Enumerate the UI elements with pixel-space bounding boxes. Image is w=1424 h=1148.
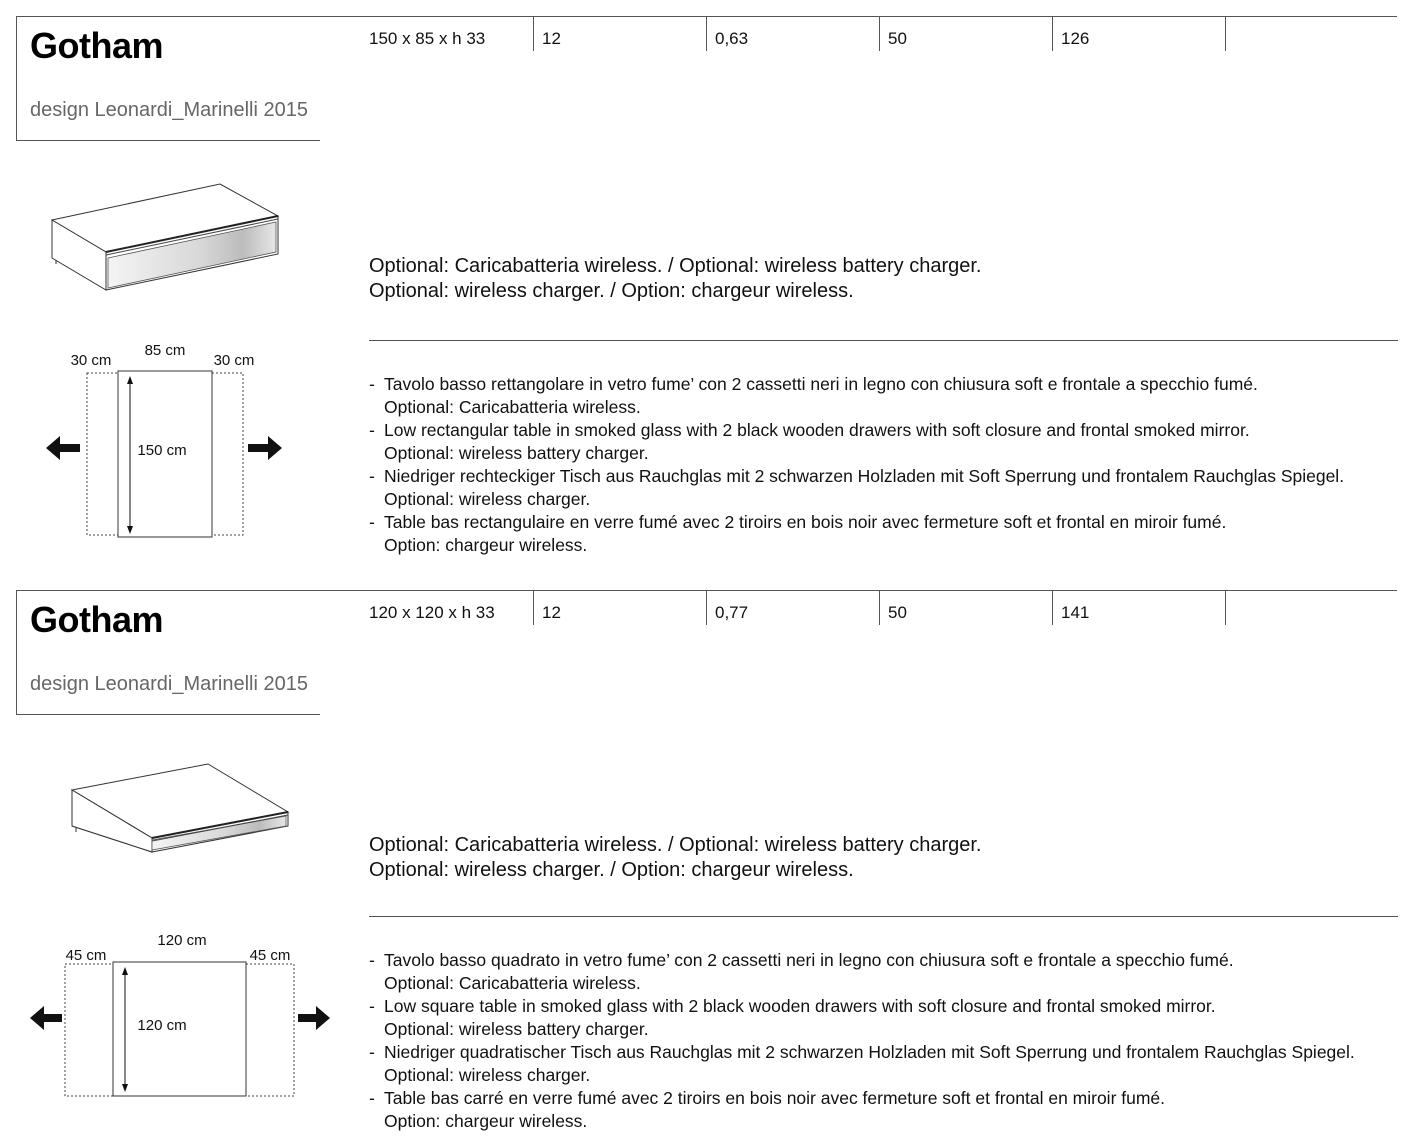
optional-line: Optional: wireless charger. / Option: chargeur wireless. [369,859,854,881]
arrow-right-icon [298,1006,330,1030]
description-text: - Tavolo basso rettangolare in vetro fume’ con 2 cassetti neri in legno con chiusura soft e frontale a specchio fumé. [384,374,1258,394]
dim-width-label: 85 cm [144,342,186,359]
spec-value-3: 0,77 [706,591,879,625]
spec-value-3: 0,63 [706,17,879,51]
spec-value-5: 126 [1052,17,1225,51]
spec-value-2: 12 [533,17,706,51]
description-list [369,949,1355,1133]
optional-line: Optional: Caricabatteria wireless. / Optional: wireless battery charger. [369,834,982,856]
spec-dimensions: 150 x 85 x h 33 [369,29,486,48]
spec-row [360,591,1397,625]
description-text: - Table bas carré en verre fumé avec 2 tiroirs en bois noir avec fermeture soft et frontal en miroir fumé. [384,1088,1166,1108]
description-list [369,373,1344,557]
spec-row [360,17,1397,51]
list-item [369,995,1355,1041]
list-item [369,419,1344,465]
description-option: Optional: wireless charger. [384,1065,591,1085]
product-block-2 [0,590,1424,1148]
arrow-right-icon [248,436,282,460]
description-text: - Table bas rectangulaire en verre fumé avec 2 tiroirs en bois noir avec fermeture soft et frontal en miroir fumé. [384,512,1227,532]
dim-width-label: 120 cm [157,932,207,949]
designer-credit: design Leonardi_Marinelli 2015 [30,99,308,121]
section-divider [369,916,1398,917]
description-option: Optional: wireless battery charger. [384,1019,649,1039]
description-option: Optional: Caricabatteria wireless. [384,973,641,993]
description-option: Optional: wireless charger. [384,489,591,509]
dim-left-clearance-label: 30 cm [70,352,112,369]
product-title-box [16,590,320,715]
description-text: - Low square table in smoked glass with 2 black wooden drawers with soft closure and frontal smoked mirror. [384,996,1216,1016]
optional-note [369,833,982,883]
list-item [369,465,1344,511]
spec-value-2: 12 [533,591,706,625]
list-item [369,949,1355,995]
description-option: Option: chargeur wireless. [384,1111,588,1131]
list-item [369,511,1344,557]
description-option: Option: chargeur wireless. [384,535,588,555]
list-item [369,1041,1355,1087]
spec-dimensions: 120 x 120 x h 33 [369,603,495,622]
product-name: Gotham [30,599,164,640]
description-option: Optional: wireless battery charger. [384,443,649,463]
description-text: - Low rectangular table in smoked glass with 2 black wooden drawers with soft closure and frontal smoked mirror. [384,420,1250,440]
spec-value-6 [1225,17,1397,51]
list-item [369,373,1344,419]
section-divider [369,340,1398,341]
dim-length-label: 120 cm [137,1017,187,1034]
optional-note [369,254,982,304]
spec-value-6 [1225,591,1397,625]
dim-right-clearance-label: 45 cm [249,947,291,964]
table-isometric-drawing [68,760,294,856]
spec-value-4: 50 [879,17,1052,51]
optional-line: Optional: Caricabatteria wireless. / Optional: wireless battery charger. [369,255,982,277]
plan-dimension-drawing [24,926,340,1104]
plan-dimension-drawing [40,336,290,546]
optional-line: Optional: wireless charger. / Option: chargeur wireless. [369,280,854,302]
list-item [369,1087,1355,1133]
description-text: - Niedriger quadratischer Tisch aus Rauchglas mit 2 schwarzen Holzladen mit Soft Sperrung und frontalem Rauchglas Spiegel. [384,1042,1355,1062]
dim-left-clearance-label: 45 cm [65,947,107,964]
designer-credit: design Leonardi_Marinelli 2015 [30,673,308,695]
dim-length-label: 150 cm [137,442,187,459]
spec-value-5: 141 [1052,591,1225,625]
description-text: - Niedriger rechteckiger Tisch aus Rauchglas mit 2 schwarzen Holzladen mit Soft Sperrung und frontalem Rauchglas Spiegel. [384,466,1345,486]
arrow-left-icon [30,1006,62,1030]
arrow-left-icon [46,436,80,460]
description-text: - Tavolo basso quadrato in vetro fume’ con 2 cassetti neri in legno con chiusura soft e frontale a specchio fumé. [384,950,1234,970]
description-option: Optional: Caricabatteria wireless. [384,397,641,417]
table-isometric-drawing [48,180,284,294]
spec-value-4: 50 [879,591,1052,625]
dim-right-clearance-label: 30 cm [213,352,255,369]
product-name: Gotham [30,25,164,66]
product-title-box [16,16,320,141]
